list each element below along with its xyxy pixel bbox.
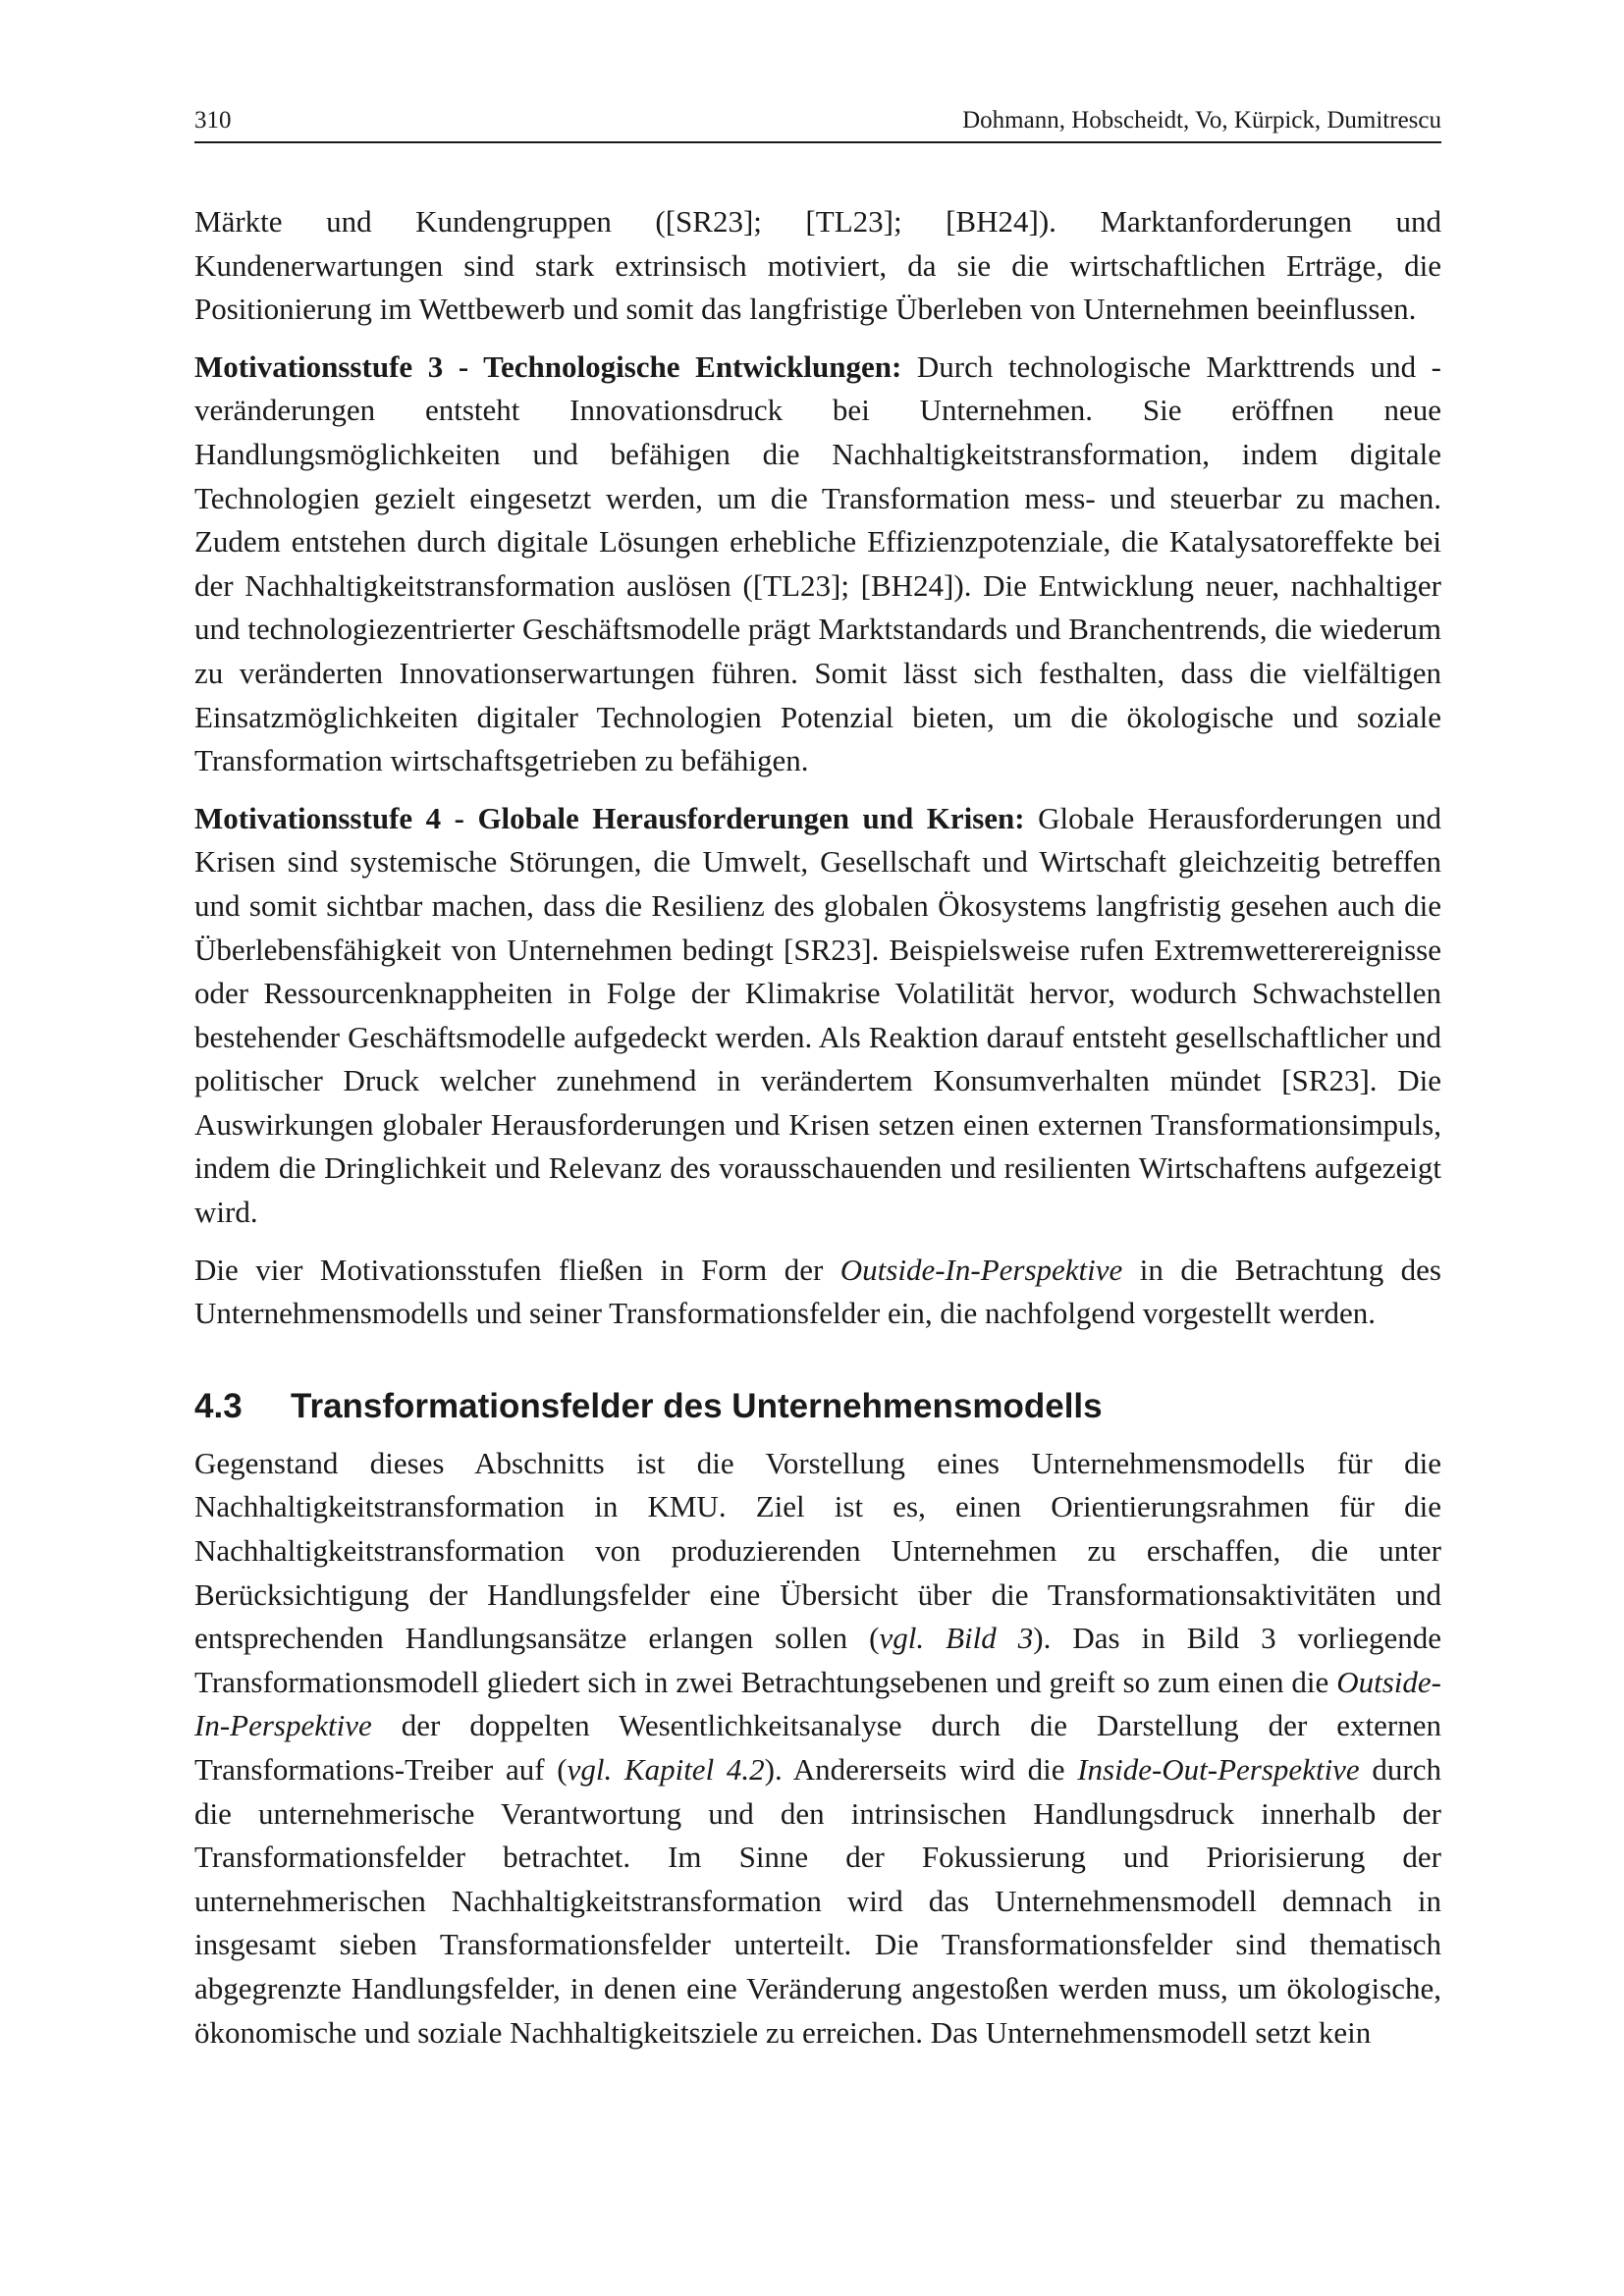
header-authors: Dohmann, Hobscheidt, Vo, Kürpick, Dumitrescu — [962, 107, 1441, 133]
section-number: 4.3 — [194, 1386, 243, 1425]
page-number: 310 — [194, 107, 232, 133]
paragraph-lead: Motivationsstufe 3 - Technologische Entwicklungen: — [194, 348, 902, 384]
paragraph-section-intro: Gegenstand dieses Abschnitts ist die Vorstellung eines Unternehmensmodells für die Nachhaltigkeitstransformation in KMU. Ziel ist es, einen Orientierungsrahmen für die Nachhaltigkeitstransformation von produzierenden Unternehmen zu erschaffen, die unter Berücksichtigung der Handlungsfelder eine Übersicht über die Transformationsaktivitäten und entsprechenden Handlungsansätze erlangen sollen (vgl. Bild 3). Das in Bild 3 vorliegende Transformationsmodell gliedert sich in zwei Betrachtungsebenen und greift so zum einen die Outside-In-Perspektive der doppelten Wesentlichkeitsanalyse durch die Darstellung der externen Transformations-Treiber auf (vgl. Kapitel 4.2). Andererseits wird die Inside-Out-Perspektive durch die unternehmerische Verantwortung und den intrinsischen Handlungsdruck innerhalb der Transformationsfelder betrachtet. Im Sinne der Fokussierung und Priorisierung der unternehmerischen Nachhaltigkeitstransformation wird das Unternehmensmodell demnach in insgesamt sieben Transformationsfelder unterteilt. Die Transformationsfelder sind thematisch abgegrenzte Handlungsfelder, in denen eine Veränderung angestoßen werden muss, um ökologische, ökonomische und soziale Nachhaltigkeitsziele zu erreichen. Das Unternehmensmodell setzt kein — [194, 1445, 1441, 2050]
paragraph-lead: Motivationsstufe 4 - Globale Herausforderungen und Krisen: — [194, 800, 1025, 835]
document-page — [194, 106, 1441, 2055]
running-header — [194, 106, 1441, 143]
paragraph-markt: Märkte und Kundengruppen ([SR23]; [TL23]; [BH24]). Marktanforderungen und Kundenerwartungen sind stark extrinsisch motiviert, da sie die wirtschaftlichen Erträge, die Positionierung im Wettbewerb und somit das langfristige Überleben von Unternehmen beeinflussen. — [194, 204, 1441, 327]
paragraph-motivationsstufe-4: Motivationsstufe 4 - Globale Herausforderungen und Krisen: Globale Herausforderungen und Krisen sind systemische Störungen, die Umwelt, Gesellschaft und Wirtschaft gleichzeitig betreffen und somit sichtbar machen, dass die Resilienz des globalen Ökosystems langfristig gesehen auch die Überlebensfähigkeit von Unternehmen bedingt [SR23]. Beispielsweise rufen Extremwetterereignisse oder Ressourcenknappheiten in Folge der Klimakrise Volatilität hervor, wodurch Schwachstellen bestehender Geschäftsmodelle aufgedeckt werden. Als Reaktion darauf entsteht gesellschaftlicher und politischer Druck welcher zunehmend in verändertem Konsumverhalten mündet [SR23]. Die Auswirkungen globaler Herausforderungen und Krisen setzen einen externen Transformationsimpuls, indem die Dringlichkeit und Relevanz des vorausschauenden und resilienten Wirtschaftens aufgezeigt wird. — [194, 800, 1441, 1230]
paragraph-motivationsstufe-3: Motivationsstufe 3 - Technologische Entwicklungen: Durch technologische Markttrends und -veränderungen entsteht Innovationsdruck bei Unternehmen. Sie eröffnen neue Handlungsmöglichkeiten und befähigen die Nachhaltigkeitstransformation, indem digitale Technologien gezielt eingesetzt werden, um die Transformation mess- und steuerbar zu machen. Zudem entstehen durch digitale Lösungen erhebliche Effizienzpotenziale, die Katalysatoreffekte bei der Nachhaltigkeitstransformation auslösen ([TL23]; [BH24]). Die Entwicklung neuer, nachhaltiger und technologiezentrierter Geschäftsmodelle prägt Marktstandards und Branchentrends, die wiederum zu veränderten Innovationserwartungen führen. Somit lässt sich festhalten, dass die vielfältigen Einsatzmöglichkeiten digitaler Technologien Potenzial bieten, um die ökologische und soziale Transformation wirtschaftsgetrieben zu befähigen. — [194, 348, 1441, 778]
paragraph-summary: Die vier Motivationsstufen fließen in Form der Outside-In-Perspektive in die Betrachtung des Unternehmensmodells und seiner Transformationsfelder ein, die nachfolgend vorgestellt werden. — [194, 1252, 1441, 1331]
section-heading — [194, 1385, 1441, 1428]
section-title: Transformationsfelder des Unternehmensmodells — [291, 1386, 1103, 1425]
